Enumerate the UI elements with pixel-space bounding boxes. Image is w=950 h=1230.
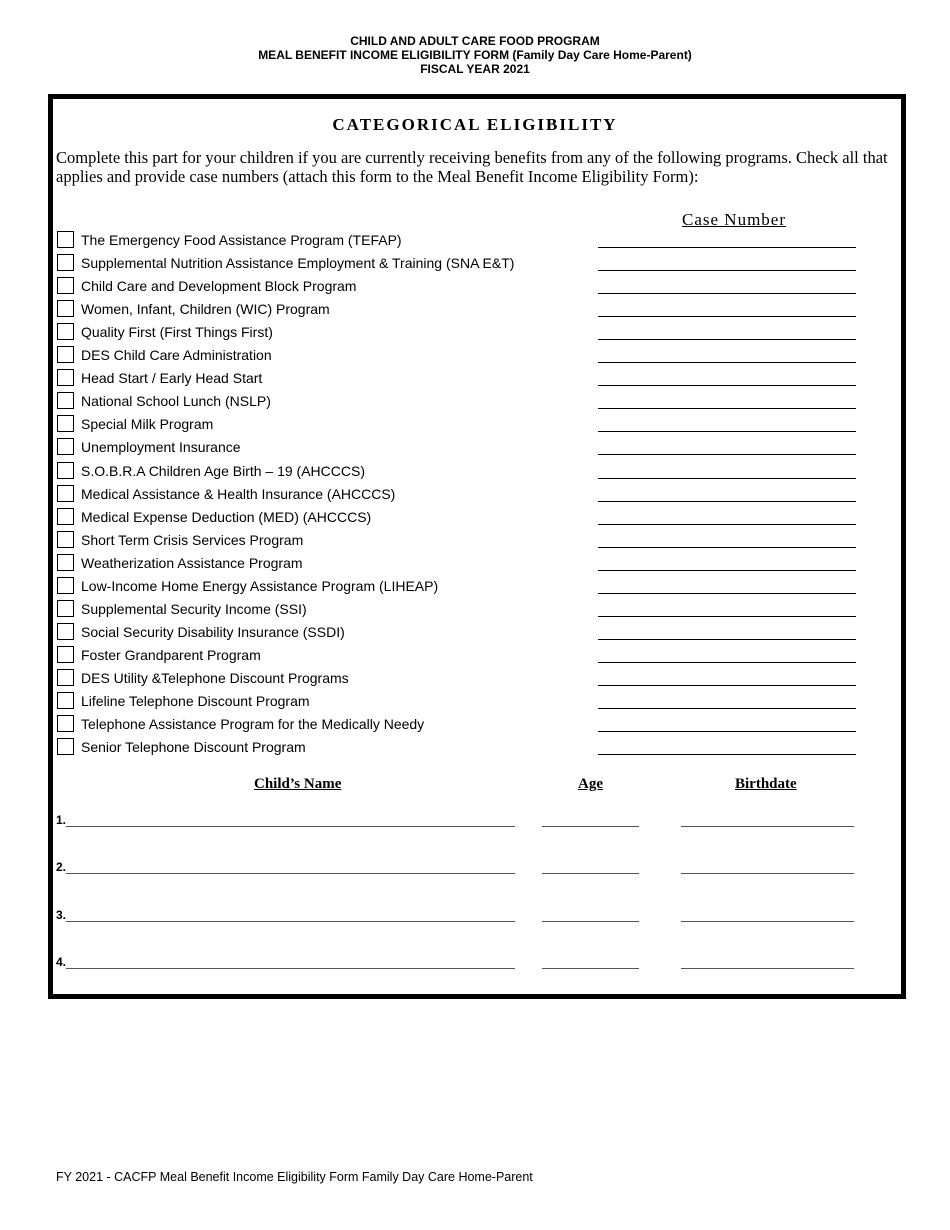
child-name-field[interactable] — [66, 968, 515, 969]
program-label: National School Lunch (NSLP) — [81, 393, 271, 410]
form-header — [0, 34, 950, 76]
birthdate-heading: Birthdate — [735, 776, 797, 792]
child-age-field[interactable] — [542, 921, 639, 922]
case-number-field[interactable] — [598, 478, 856, 479]
program-row — [56, 577, 856, 599]
section-title: CATEGORICAL ELIGIBILITY — [332, 115, 618, 134]
header-line-2: MEAL BENEFIT INCOME ELIGIBILITY FORM (Family Day Care Home-Parent) — [258, 48, 692, 62]
child-birthdate-field[interactable] — [681, 968, 854, 969]
child-row — [56, 908, 856, 928]
program-row — [56, 369, 856, 391]
program-label: Supplemental Security Income (SSI) — [81, 600, 307, 617]
case-number-field[interactable] — [598, 339, 856, 340]
program-label: S.O.B.R.A Children Age Birth – 19 (AHCCCS) — [81, 462, 365, 479]
program-checkbox[interactable] — [57, 623, 74, 640]
program-label: Unemployment Insurance — [81, 439, 241, 456]
child-row — [56, 860, 856, 880]
program-label: Low-Income Home Energy Assistance Program (LIHEAP) — [81, 577, 439, 594]
program-row — [56, 669, 856, 691]
program-row — [56, 738, 856, 760]
program-checkbox[interactable] — [57, 300, 74, 317]
program-label: Telephone Assistance Program for the Medically Needy — [81, 716, 425, 733]
program-label: Women, Infant, Children (WIC) Program — [81, 301, 330, 318]
program-row — [56, 692, 856, 714]
program-row — [56, 415, 856, 437]
program-checkbox[interactable] — [57, 462, 74, 479]
program-checkbox[interactable] — [57, 692, 74, 709]
program-checkbox[interactable] — [57, 277, 74, 294]
section-intro: Complete this part for your children if you are currently receiving benefits from any of the following programs. Check all that applies and provide case numbers (attach this form to the Meal Benefit Income Eligibility Form): — [56, 148, 888, 186]
program-row — [56, 346, 856, 368]
child-row-number: 1. — [56, 813, 67, 827]
case-number-field[interactable] — [598, 616, 856, 617]
program-row — [56, 462, 856, 484]
program-checkbox[interactable] — [57, 438, 74, 455]
program-row — [56, 438, 856, 460]
program-label: Medical Expense Deduction (MED) (AHCCCS) — [81, 508, 372, 525]
case-number-heading: Case Number — [682, 210, 787, 229]
case-number-field[interactable] — [598, 408, 856, 409]
case-number-field[interactable] — [598, 385, 856, 386]
case-number-field[interactable] — [598, 247, 856, 248]
program-row — [56, 254, 856, 276]
program-label: Special Milk Program — [81, 416, 214, 433]
case-number-field[interactable] — [598, 547, 856, 548]
program-row — [56, 554, 856, 576]
program-row — [56, 600, 856, 622]
case-number-field[interactable] — [598, 685, 856, 686]
child-name-field[interactable] — [66, 873, 515, 874]
program-checkbox[interactable] — [57, 577, 74, 594]
program-row — [56, 508, 856, 530]
child-name-field[interactable] — [66, 921, 515, 922]
program-checkbox[interactable] — [57, 231, 74, 248]
program-checkbox[interactable] — [57, 600, 74, 617]
program-label: Quality First (First Things First) — [81, 324, 273, 341]
program-row — [56, 392, 856, 414]
child-birthdate-field[interactable] — [681, 826, 854, 827]
childs-name-heading: Child’s Name — [254, 776, 342, 792]
program-label: DES Child Care Administration — [81, 347, 272, 364]
program-checkbox[interactable] — [57, 646, 74, 663]
program-checkbox[interactable] — [57, 738, 74, 755]
case-number-field[interactable] — [598, 524, 856, 525]
program-row — [56, 531, 856, 553]
child-birthdate-field[interactable] — [681, 921, 854, 922]
case-number-field[interactable] — [598, 708, 856, 709]
case-number-field[interactable] — [598, 754, 856, 755]
case-number-field[interactable] — [598, 662, 856, 663]
program-row — [56, 485, 856, 507]
case-number-field[interactable] — [598, 501, 856, 502]
program-row — [56, 300, 856, 322]
child-name-field[interactable] — [66, 826, 515, 827]
program-checkbox[interactable] — [57, 415, 74, 432]
child-row-number: 3. — [56, 907, 67, 922]
program-label: Head Start / Early Head Start — [81, 370, 263, 387]
program-checkbox[interactable] — [57, 369, 74, 386]
child-row — [56, 813, 856, 833]
program-label: Child Care and Development Block Program — [81, 278, 357, 295]
program-row — [56, 231, 856, 253]
child-age-field[interactable] — [542, 873, 639, 874]
program-checkbox[interactable] — [57, 669, 74, 686]
case-number-field[interactable] — [598, 362, 856, 363]
program-label: Senior Telephone Discount Program — [81, 739, 306, 756]
case-number-field[interactable] — [598, 316, 856, 317]
child-row — [56, 955, 856, 975]
case-number-field[interactable] — [598, 731, 856, 732]
case-number-field[interactable] — [598, 639, 856, 640]
case-number-field[interactable] — [598, 270, 856, 271]
case-number-field[interactable] — [598, 593, 856, 594]
program-checkbox[interactable] — [57, 323, 74, 340]
program-label: Short Term Crisis Services Program — [81, 531, 304, 548]
program-checkbox[interactable] — [57, 715, 74, 732]
program-checkbox[interactable] — [57, 485, 74, 502]
child-row-number: 4. — [56, 954, 67, 969]
child-age-field[interactable] — [542, 826, 639, 827]
program-row — [56, 323, 856, 345]
program-checkbox[interactable] — [57, 392, 74, 409]
program-label: Lifeline Telephone Discount Program — [81, 693, 310, 709]
program-checkbox[interactable] — [57, 346, 74, 363]
program-label: Medical Assistance & Health Insurance (AHCCCS) — [81, 485, 396, 502]
program-row — [56, 715, 856, 737]
program-label: Weatherization Assistance Program — [81, 554, 303, 571]
header-line-3: FISCAL YEAR 2021 — [420, 62, 530, 76]
program-checkbox[interactable] — [57, 508, 74, 525]
program-row — [56, 646, 856, 668]
program-checkbox[interactable] — [57, 554, 74, 571]
case-number-field[interactable] — [598, 431, 856, 432]
program-label: Social Security Disability Insurance (SSDI) — [81, 623, 345, 640]
case-number-field[interactable] — [598, 570, 856, 571]
program-checkbox[interactable] — [57, 531, 74, 548]
program-row — [56, 623, 856, 645]
program-checkbox[interactable] — [57, 254, 74, 271]
program-label: The Emergency Food Assistance Program (TEFAP) — [81, 232, 402, 248]
header-line-1: CHILD AND ADULT CARE FOOD PROGRAM — [350, 34, 600, 48]
page-footer: FY 2021 - CACFP Meal Benefit Income Eligibility Form Family Day Care Home-Parent — [56, 1170, 533, 1184]
program-label: Supplemental Nutrition Assistance Employment & Training (SNA E&T) — [81, 255, 515, 272]
program-label: DES Utility &Telephone Discount Programs — [81, 669, 349, 686]
case-number-field[interactable] — [598, 454, 856, 455]
age-heading: Age — [578, 776, 603, 792]
program-row — [56, 277, 856, 299]
child-row-number: 2. — [56, 860, 67, 875]
child-age-field[interactable] — [542, 968, 639, 969]
program-label: Foster Grandparent Program — [81, 646, 261, 663]
case-number-field[interactable] — [598, 293, 856, 294]
child-birthdate-field[interactable] — [681, 873, 854, 874]
